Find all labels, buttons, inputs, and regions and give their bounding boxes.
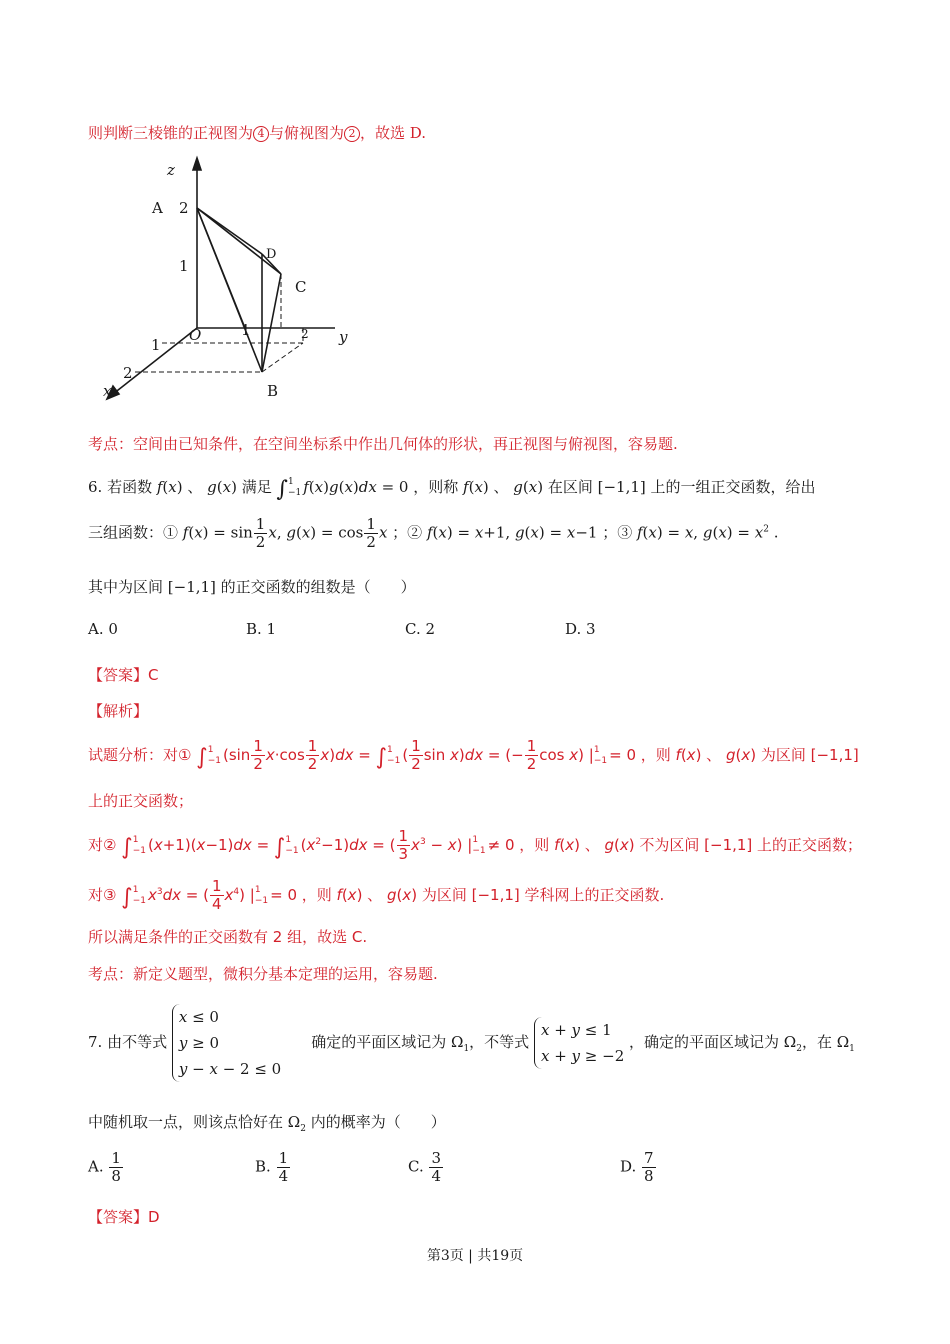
point-a-label: A bbox=[152, 199, 163, 217]
point-c-label: C bbox=[295, 278, 307, 296]
q6-answer-tag: 【答案】 bbox=[88, 666, 149, 684]
q6-kaodian: 考点：新定义题型，微积分基本定理的运用，容易题. bbox=[88, 965, 438, 983]
q6-analysis-2: 上的正交函数； bbox=[88, 792, 194, 810]
y-tick-2: 2 bbox=[301, 327, 309, 341]
coordinate-figure bbox=[95, 150, 375, 410]
x-tick-2: 2 bbox=[123, 364, 133, 382]
intro-line: 则判断三棱锥的正视图为 4 与俯视图为 2 ，故选 D. bbox=[88, 124, 427, 142]
q6-option-d: D. 3 bbox=[565, 620, 596, 638]
q7-answer-tag: 【答案】 bbox=[88, 1208, 149, 1226]
q7-option-a: A. $\frac{1}{8}$ bbox=[88, 1149, 121, 1185]
q7-stem-line1: 7. 由不等式 x ≤ 0 y ≥ 0 y − x − 2 ≤ 0 确定的平面区域记为 $\Omega_1$，不等式 x + y ≤ 1 x + y ≥ −2 ，确定的平面区域记为 $\Omega_2$，在 $\Omega_1$ bbox=[88, 1004, 855, 1082]
point-b-label: B bbox=[267, 382, 279, 400]
page-footer: 第3页 | 共19页 bbox=[426, 1248, 524, 1264]
origin-label: O bbox=[189, 326, 202, 344]
z-axis-label: z bbox=[167, 161, 175, 179]
q6-answer-value: C bbox=[148, 666, 159, 684]
q6-answer bbox=[88, 664, 159, 685]
q6-stem-line3: 其中为区间 [−1,1] 的正交函数的组数是（ ） bbox=[88, 578, 416, 596]
q7-option-d: D. $\frac{7}{8}$ bbox=[620, 1149, 654, 1185]
q6-stem-line1: 6. 若函数 f(x) 、 g(x) 满足 ∫1 −1 f(x)g(x)dx = 0 ，则称 f(x) 、 g(x) 在区间 [−1,1] 上的一组正交函数，给出 bbox=[88, 477, 816, 502]
kaodian-q5: 考点：空间由已知条件，在空间坐标系中作出几何体的形状，再正视图与俯视图，容易题. bbox=[88, 435, 678, 453]
x-axis-label: x bbox=[103, 382, 112, 400]
q6-stem-line2: 三组函数：① f(x) = sin $\frac{1}{2}$ x, g(x) = cos $\frac{1}{2}$ x ；② f(x) = x+1, g(x) = x−1 ；③ f(x) = x, $g(x) = x^2$ . bbox=[88, 515, 779, 551]
y-tick-1: 1 bbox=[241, 321, 251, 339]
q6-option-b: B. 1 bbox=[246, 620, 277, 638]
y-axis-label: y bbox=[339, 328, 348, 346]
q6-analysis-1: 试题分析：对① ∫1 −1 (sin $\frac{1}{2}$ x·cos $\frac{1}{2}$ x)dx = ∫1 −1 ( $\frac{1}{2}$ sin x)dx = (− $\frac{1}{2}$ cos x) |1 −1 = 0 ，则 f(x) 、 g(x) 为区间 [−1,1] bbox=[88, 737, 859, 773]
q7-answer-value: D bbox=[148, 1208, 160, 1226]
q6-option-c: C. 2 bbox=[405, 620, 436, 638]
x-tick-1: 1 bbox=[151, 336, 161, 354]
q7-option-b: B. $\frac{1}{4}$ bbox=[255, 1149, 289, 1185]
q7-stem-line2: 中随机取一点，则该点恰好在 $\Omega_2$ 内的概率为（ ） bbox=[88, 1113, 446, 1134]
q6-analysis-tag: 【解析】 bbox=[88, 702, 149, 720]
q6-analysis-4: 对③ ∫1 −1 $x^3dx$ = ( $\frac{1}{4}$ $x^4$) |1 −1 = 0 ，则 f(x) 、 g(x) 为区间 [−1,1] 学科网上的正交函数. bbox=[88, 877, 665, 913]
q6-option-a: A. 0 bbox=[88, 620, 118, 638]
z-tick-2: 2 bbox=[179, 199, 189, 217]
q6-analysis-3: 对② ∫1 −1 (x+1)(x−1)dx = ∫1 −1 $(x^2-1)dx$ = ( $\frac{1}{3}$ $x^3 - x$) |1 −1 ≠ 0 ，则 f(x) 、 g(x) 不为区间 [−1,1] 上的正交函数； bbox=[88, 827, 863, 863]
q7-answer bbox=[88, 1206, 160, 1227]
z-tick-1: 1 bbox=[179, 257, 189, 275]
point-d-label: D bbox=[266, 247, 277, 262]
q6-analysis-5: 所以满足条件的正交函数有 2 组，故选 C. bbox=[88, 928, 368, 946]
q7-option-c: C. $\frac{3}{4}$ bbox=[408, 1149, 442, 1185]
